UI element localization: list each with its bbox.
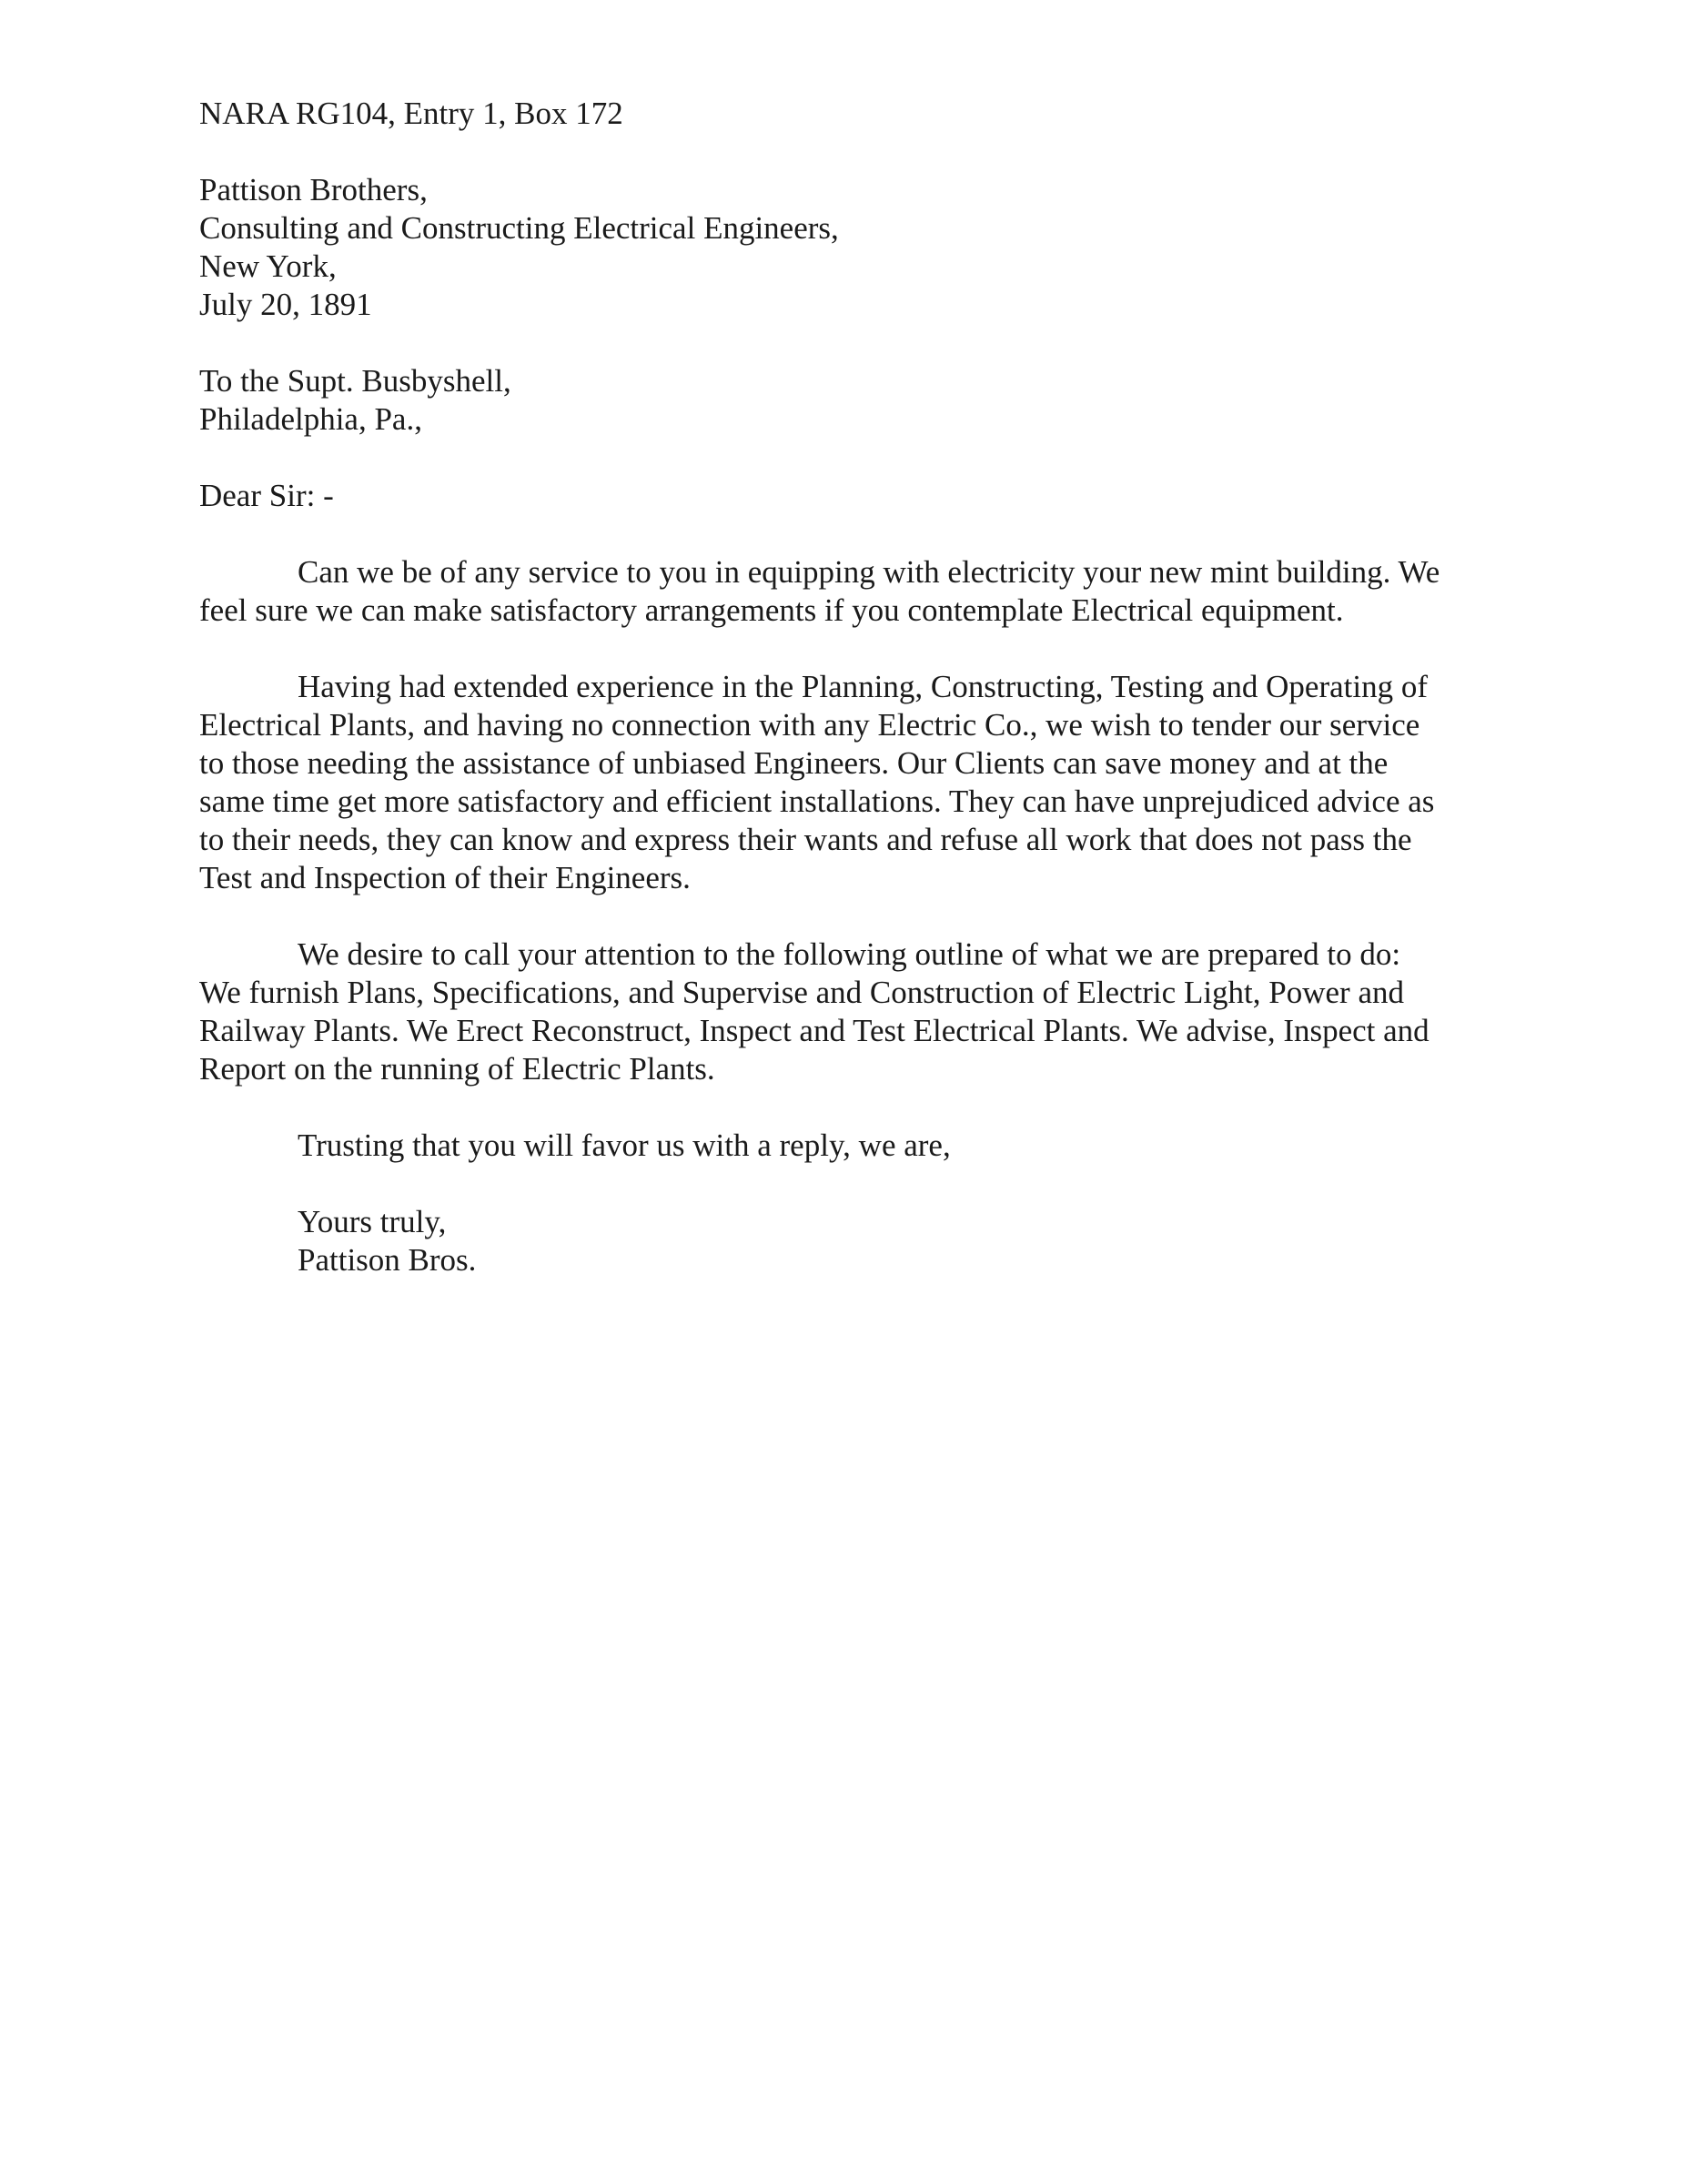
spacer xyxy=(199,439,1491,477)
signature: Pattison Bros. xyxy=(298,1242,477,1278)
spacer xyxy=(199,324,1491,362)
spacer xyxy=(199,1088,1491,1127)
spacer xyxy=(199,630,1491,668)
paragraph-line: Test and Inspection of their Engineers. xyxy=(199,860,691,895)
sender-block xyxy=(199,171,1491,324)
paragraph-line: Electrical Plants, and having no connection with any Electric Co., we wish to tender our service xyxy=(199,707,1420,743)
paragraph-line: same time get more satisfactory and efficient installations. They can have unprejudiced advice as xyxy=(199,784,1435,819)
spacer xyxy=(199,897,1491,935)
spacer xyxy=(199,133,1491,171)
salutation: Dear Sir: - xyxy=(199,478,334,513)
paragraph-line: Report on the running of Electric Plants. xyxy=(199,1051,715,1087)
paragraph-3 xyxy=(199,935,1491,1088)
paragraph-1 xyxy=(199,553,1491,630)
valediction: Yours truly, xyxy=(298,1204,447,1239)
letter-date: July 20, 1891 xyxy=(199,287,372,322)
paragraph-line: to their needs, they can know and express their wants and refuse all work that does not pass the xyxy=(199,822,1412,857)
spacer xyxy=(199,515,1491,553)
paragraph-line: feel sure we can make satisfactory arrangements if you contemplate Electrical equipment. xyxy=(199,592,1344,628)
recipient-name: To the Supt. Busbyshell, xyxy=(199,363,511,399)
paragraph-line: to those needing the assistance of unbiased Engineers. Our Clients can save money and at the xyxy=(199,745,1389,781)
recipient-location: Philadelphia, Pa., xyxy=(199,401,422,437)
letter-body xyxy=(199,95,1491,1279)
paragraph-line: Having had extended experience in the Planning, Constructing, Testing and Operating of xyxy=(298,669,1429,704)
closing-block xyxy=(199,1203,1491,1279)
paragraph-line: We desire to call your attention to the following outline of what we are prepared to do: xyxy=(298,936,1401,972)
sender-city: New York, xyxy=(199,248,337,284)
paragraph-2 xyxy=(199,668,1491,897)
sender-title: Consulting and Constructing Electrical Engineers, xyxy=(199,210,839,246)
paragraph-line: We furnish Plans, Specifications, and Supervise and Construction of Electric Light, Power and xyxy=(199,975,1404,1010)
paragraph-4 xyxy=(199,1127,1491,1165)
paragraph-line: Railway Plants. We Erect Reconstruct, Inspect and Test Electrical Plants. We advise, Inspect and xyxy=(199,1013,1429,1048)
paragraph-line: Can we be of any service to you in equipping with electricity your new mint building. We xyxy=(298,554,1440,590)
recipient-block xyxy=(199,362,1491,439)
archive-reference: NARA RG104, Entry 1, Box 172 xyxy=(199,96,623,131)
sender-name: Pattison Brothers, xyxy=(199,172,428,207)
paragraph-line: Trusting that you will favor us with a reply, we are, xyxy=(298,1127,951,1163)
spacer xyxy=(199,1165,1491,1203)
